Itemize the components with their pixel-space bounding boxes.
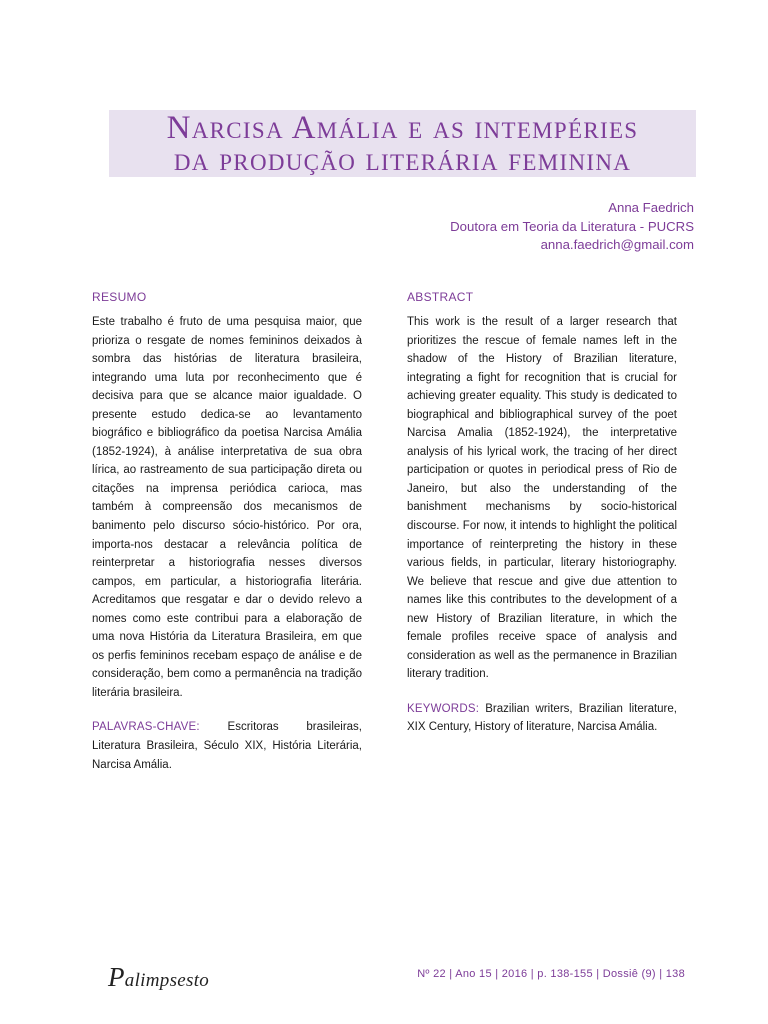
- journal-logo-rest: alimpsesto: [124, 970, 210, 991]
- palavras-chave-block: [92, 718, 362, 774]
- author-name: Anna Faedrich: [608, 200, 694, 215]
- resumo-column: [92, 289, 362, 774]
- article-title-line-1: Narcisa Amália e as intempéries: [166, 110, 639, 146]
- journal-logo-initial: P: [108, 962, 125, 992]
- abstract-text: This work is the result of a larger research that prioritizes the rescue of female names left in the shadow of the History of Brazilian literature, integrating a fight for recognition that is crucial for achieving greater equality. This study is dedicated to biographical and bibliographical survey of the poet Narcisa Amalia (1852-1924), the interpretative analysis of his lyrical work, the tracing of her direct participation or quotes in periodical press of Rio de Janeiro, but also the understanding of the banishment mechanisms by socio-historical discourse. For now, it intends to highlight the political importance of reinterpreting the history in these various fields, in particular, literary historiography. We believe that rescue and give due attention to names like this contributes to the development of a new History of Brazilian literature, in which the female profiles receive space of analysis and consideration as well as the permanence in Brazilian literary tradition.: [407, 316, 677, 681]
- author-block: [450, 199, 694, 255]
- keywords-text: Brazilian writers, Brazilian literature, XIX Century, History of literature, Narcisa Amália.: [407, 702, 677, 734]
- article-title-banner: [109, 110, 696, 177]
- keywords-label: KEYWORDS:: [407, 702, 480, 715]
- resumo-text: Este trabalho é fruto de uma pesquisa maior, que prioriza o resgate de nomes femininos deixados à sombra das histórias de literatura brasileira, integrando uma luta por reconhecimento que é decisiva para que se alcance maior igualdade. O presente estudo dedica-se ao levantamento biográfico e bibliográfico da poetisa Narcisa Amália (1852-1924), à análise interpretativa de sua obra lírica, ao rastreamento de sua participação direta ou citações na imprensa periódica carioca, mas também à compreensão dos mecanismos de banimento pelo discurso sócio-histórico. Por ora, importa-nos destacar a relevância política de reinterpretar a historiografia nesses diversos campos, em particular, a historiografia literária. Acreditamos que resgatar e dar o devido relevo a nomes como este contribui para a elaboração de uma nova História da Literatura Brasileira, em que os perfis femininos recebam espaço de análise e de consideração, bem como a permanência na tradição literária brasileira.: [92, 316, 362, 699]
- author-affiliation: Doutora em Teoria da Literatura - PUCRS: [450, 218, 694, 234]
- abstract-column: [407, 289, 677, 737]
- palavras-chave-label: PALAVRAS-CHAVE:: [92, 721, 200, 734]
- abstract-heading: ABSTRACT: [407, 290, 474, 304]
- palavras-chave-text: Escritoras brasileiras, Literatura Brasileira, Século XIX, História Literária, Narcisa Amália.: [92, 721, 362, 771]
- journal-logo: [108, 962, 209, 993]
- keywords-block: [407, 700, 677, 737]
- author-email: anna.faedrich@gmail.com: [540, 237, 694, 252]
- article-title-line-2: da produção literária feminina: [173, 142, 632, 178]
- footer-citation: Nº 22 | Ano 15 | 2016 | p. 138-155 | Dossiê (9) | 138: [417, 968, 685, 980]
- resumo-heading: RESUMO: [92, 290, 147, 304]
